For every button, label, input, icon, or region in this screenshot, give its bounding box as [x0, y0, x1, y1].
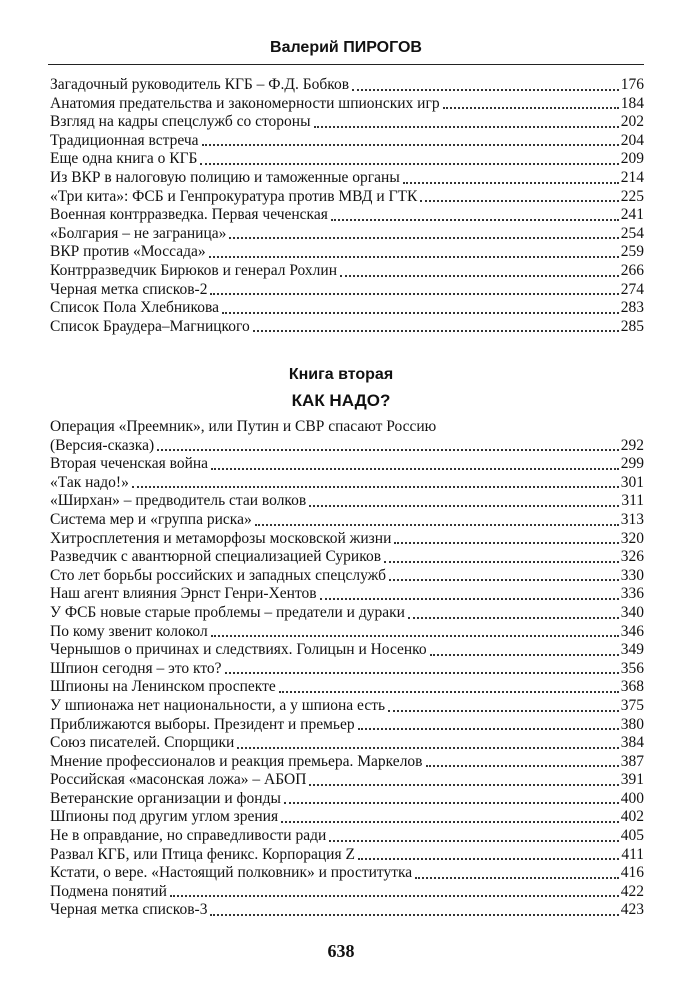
toc-entry	[50, 827, 644, 846]
dot-leader	[331, 218, 619, 221]
toc-entry-page: 411	[621, 845, 644, 863]
toc-entry	[50, 225, 644, 244]
dot-leader	[170, 894, 619, 897]
dot-leader	[279, 690, 619, 693]
toc-entry	[50, 716, 644, 735]
toc-entry-page: 405	[620, 827, 644, 845]
running-head: Валерий ПИРОГОВ	[48, 38, 644, 65]
toc-entry-page: 299	[620, 455, 644, 473]
table-of-contents-part2	[50, 418, 644, 920]
toc-entry-page: 356	[620, 659, 644, 677]
toc-entry-title: Военная контрразведка. Первая чеченская	[50, 206, 328, 224]
toc-entry-page: 225	[620, 187, 644, 205]
toc-entry	[50, 243, 644, 262]
toc-entry-page: 259	[620, 243, 644, 261]
dot-leader	[340, 274, 619, 277]
toc-entry-page: 274	[620, 280, 644, 298]
toc-entry	[50, 678, 644, 697]
dot-leader	[352, 88, 619, 91]
toc-entry-title: Из ВКР в налоговую полицию и таможенные органы	[50, 168, 400, 186]
toc-entry-title: «Ширхан» – предводитель стаи волков	[50, 492, 307, 510]
toc-entry-page: 266	[620, 261, 644, 279]
toc-entry-page: 204	[620, 131, 644, 149]
dot-leader	[388, 709, 619, 712]
table-of-contents-part1	[50, 76, 644, 336]
toc-entry	[50, 846, 644, 865]
toc-entry	[50, 113, 644, 132]
toc-entry-title: Чернышов о причинах и следствиях. Голицын и Носенко	[50, 641, 427, 659]
toc-entry	[50, 883, 644, 902]
toc-entry	[50, 132, 644, 151]
toc-entry	[50, 771, 644, 790]
toc-entry-page: 375	[620, 696, 644, 714]
toc-entry	[50, 76, 644, 95]
toc-entry-title: Шпион сегодня – это кто?	[50, 659, 222, 677]
dot-leader	[210, 913, 618, 916]
toc-entry-page: 254	[620, 224, 644, 242]
toc-entry-title: Шпионы под другим углом зрения	[50, 808, 279, 826]
toc-entry-page: 380	[620, 715, 644, 733]
toc-entry-page: 176	[620, 76, 644, 93]
toc-entry	[50, 753, 644, 772]
toc-entry	[50, 660, 644, 679]
toc-entry-title: Список Браудера–Магницкого	[50, 317, 250, 335]
dot-leader	[420, 199, 618, 202]
toc-entry-title: Хитросплетения и метаморфозы московской жизни	[50, 529, 392, 547]
toc-entry-page: 422	[620, 882, 644, 900]
toc-entry	[50, 437, 644, 456]
dot-leader	[430, 653, 619, 656]
toc-entry-page: 313	[620, 510, 644, 528]
toc-entry-page: 368	[620, 678, 644, 696]
toc-entry	[50, 169, 644, 188]
toc-entry-title: Загадочный руководитель КГБ – Ф.Д. Бобков	[50, 76, 350, 93]
toc-entry	[50, 474, 644, 493]
toc-entry-title: Традиционная встреча	[50, 131, 199, 149]
toc-entry-page: 336	[620, 585, 644, 603]
toc-entry	[50, 604, 644, 623]
toc-entry-title: Ветеранские организации и фонды	[50, 789, 281, 807]
dot-leader	[384, 560, 619, 563]
toc-entry	[50, 206, 644, 225]
dot-leader	[237, 746, 618, 749]
toc-entry-title: Анатомия предательства и закономерности шпионских игр	[50, 94, 440, 112]
toc-entry	[50, 95, 644, 114]
toc-entry	[50, 299, 644, 318]
toc-entry-page: 416	[620, 864, 644, 882]
dot-leader	[309, 504, 619, 507]
dot-leader	[229, 236, 618, 239]
toc-entry-page: 391	[620, 771, 644, 789]
dot-leader	[358, 857, 619, 860]
toc-entry-page: 320	[620, 529, 644, 547]
dot-leader	[284, 801, 619, 804]
dot-leader	[314, 125, 619, 128]
dot-leader	[358, 727, 619, 730]
toc-entry-page: 346	[620, 622, 644, 640]
book-part-subtitle: КАК НАДО?	[291, 391, 391, 410]
toc-entry	[50, 901, 644, 920]
toc-entry	[50, 734, 644, 753]
toc-entry-page: 311	[621, 492, 644, 510]
toc-entry-first-line: Операция «Преемник», или Путин и СВР спасают Россию	[50, 418, 437, 435]
toc-entry-title: (Версия-сказка)	[50, 436, 155, 454]
toc-entry	[50, 281, 644, 300]
toc-entry	[50, 511, 644, 530]
dot-leader	[255, 523, 619, 526]
toc-entry-title: Союз писателей. Спорщики	[50, 734, 235, 752]
toc-entry-title: ВКР против «Моссада»	[50, 243, 206, 261]
toc-entry-title: Сто лет борьбы российских и западных спецслужб	[50, 566, 387, 584]
toc-entry-title: Разведчик с авантюрной специализацией Суриков	[50, 548, 382, 566]
toc-entry	[50, 548, 644, 567]
page-number: 638	[327, 941, 355, 961]
toc-entry	[50, 188, 644, 207]
toc-entry-title: Российская «масонская ложа» – АБОП	[50, 771, 307, 789]
toc-entry-title: Взгляд на кадры спецслужб со стороны	[50, 113, 311, 131]
dot-leader	[394, 541, 618, 544]
toc-entry-page: 283	[620, 299, 644, 317]
toc-entry-page: 402	[620, 808, 644, 826]
dot-leader	[443, 106, 619, 109]
toc-entry	[50, 567, 644, 586]
toc-entry-title: Список Пола Хлебникова	[50, 299, 219, 317]
dot-leader	[225, 671, 619, 674]
toc-entry-title: Приближаются выборы. Президент и премьер	[50, 715, 355, 733]
dot-leader	[408, 616, 619, 619]
toc-entry-page: 330	[620, 566, 644, 584]
toc-entry-title: Вторая чеченская война	[50, 455, 209, 473]
dot-leader	[329, 839, 618, 842]
dot-leader	[202, 143, 619, 146]
toc-entry	[50, 318, 644, 337]
toc-entry	[50, 262, 644, 281]
toc-entry-page: 209	[620, 150, 644, 168]
toc-entry-title: Подмена понятий	[50, 882, 167, 900]
toc-entry-title: «Три кита»: ФСБ и Генпрокуратура против МВД и ГТК	[50, 187, 418, 205]
toc-entry-page: 326	[620, 548, 644, 566]
toc-entry-page: 184	[620, 94, 644, 112]
toc-entry-title: «Болгария – не заграница»	[50, 224, 227, 242]
dot-leader	[415, 876, 619, 879]
book-part-title: Книга вторая	[288, 366, 394, 383]
toc-entry-title: Еще одна книга о КГБ	[50, 150, 198, 168]
dot-leader	[389, 578, 619, 581]
toc-entry-page: 340	[620, 603, 644, 621]
toc-entry-title: Черная метка списков-2	[50, 280, 208, 298]
dot-leader	[210, 292, 618, 295]
dot-leader	[403, 181, 619, 184]
toc-entry-page: 349	[620, 641, 644, 659]
toc-entry	[50, 864, 644, 883]
toc-entry	[50, 150, 644, 169]
toc-entry-title: У шпионажа нет национальности, а у шпиона есть	[50, 696, 386, 714]
toc-entry-page: 285	[620, 317, 644, 335]
toc-entry	[50, 455, 644, 474]
toc-entry-page: 241	[620, 206, 644, 224]
toc-entry-page: 301	[620, 473, 644, 491]
dot-leader	[253, 329, 619, 332]
toc-entry-page: 387	[620, 752, 644, 770]
toc-entry	[50, 623, 644, 642]
dot-leader	[211, 634, 619, 637]
toc-entry	[50, 790, 644, 809]
toc-entry-title: Система мер и «группа риска»	[50, 510, 252, 528]
toc-entry	[50, 585, 644, 604]
dot-leader	[132, 485, 619, 488]
dot-leader	[200, 162, 618, 165]
toc-entry-title: Развал КГБ, или Птица феникс. Корпорация Z	[50, 845, 355, 863]
dot-leader	[320, 597, 619, 600]
dot-leader	[222, 311, 619, 314]
dot-leader	[426, 764, 619, 767]
toc-entry-page: 384	[620, 734, 644, 752]
toc-entry-title: Мнение профессионалов и реакция премьера. Маркелов	[50, 752, 423, 770]
toc-entry	[50, 697, 644, 716]
toc-entry-title: Контрразведчик Бирюков и генерал Рохлин	[50, 261, 337, 279]
toc-entry	[50, 641, 644, 660]
toc-entry-page: 292	[620, 436, 644, 454]
dot-leader	[309, 783, 618, 786]
toc-entry-title: По кому звенит колокол	[50, 622, 208, 640]
toc-entry-title: Не в оправдание, но справедливости ради	[50, 827, 327, 845]
toc-entry-page: 400	[620, 789, 644, 807]
toc-entry	[50, 530, 644, 549]
dot-leader	[211, 467, 619, 470]
toc-entry-title: Кстати, о вере. «Настоящий полковник» и проститутка	[50, 864, 413, 882]
toc-entry-page: 202	[620, 113, 644, 131]
dot-leader	[209, 255, 619, 258]
toc-entry	[50, 808, 644, 827]
toc-entry-title: «Так надо!»	[50, 473, 129, 491]
dot-leader	[157, 448, 619, 451]
dot-leader	[281, 820, 619, 823]
toc-entry-title: У ФСБ новые старые проблемы – предатели и дураки	[50, 603, 405, 621]
toc-entry-page: 423	[620, 901, 644, 919]
toc-entry-title: Наш агент влияния Эрнст Генри-Хентов	[50, 585, 317, 603]
toc-entry-title: Черная метка списков-3	[50, 901, 208, 919]
toc-entry	[50, 492, 644, 511]
toc-entry-title: Шпионы на Ленинском проспекте	[50, 678, 276, 696]
toc-entry-page: 214	[620, 168, 644, 186]
